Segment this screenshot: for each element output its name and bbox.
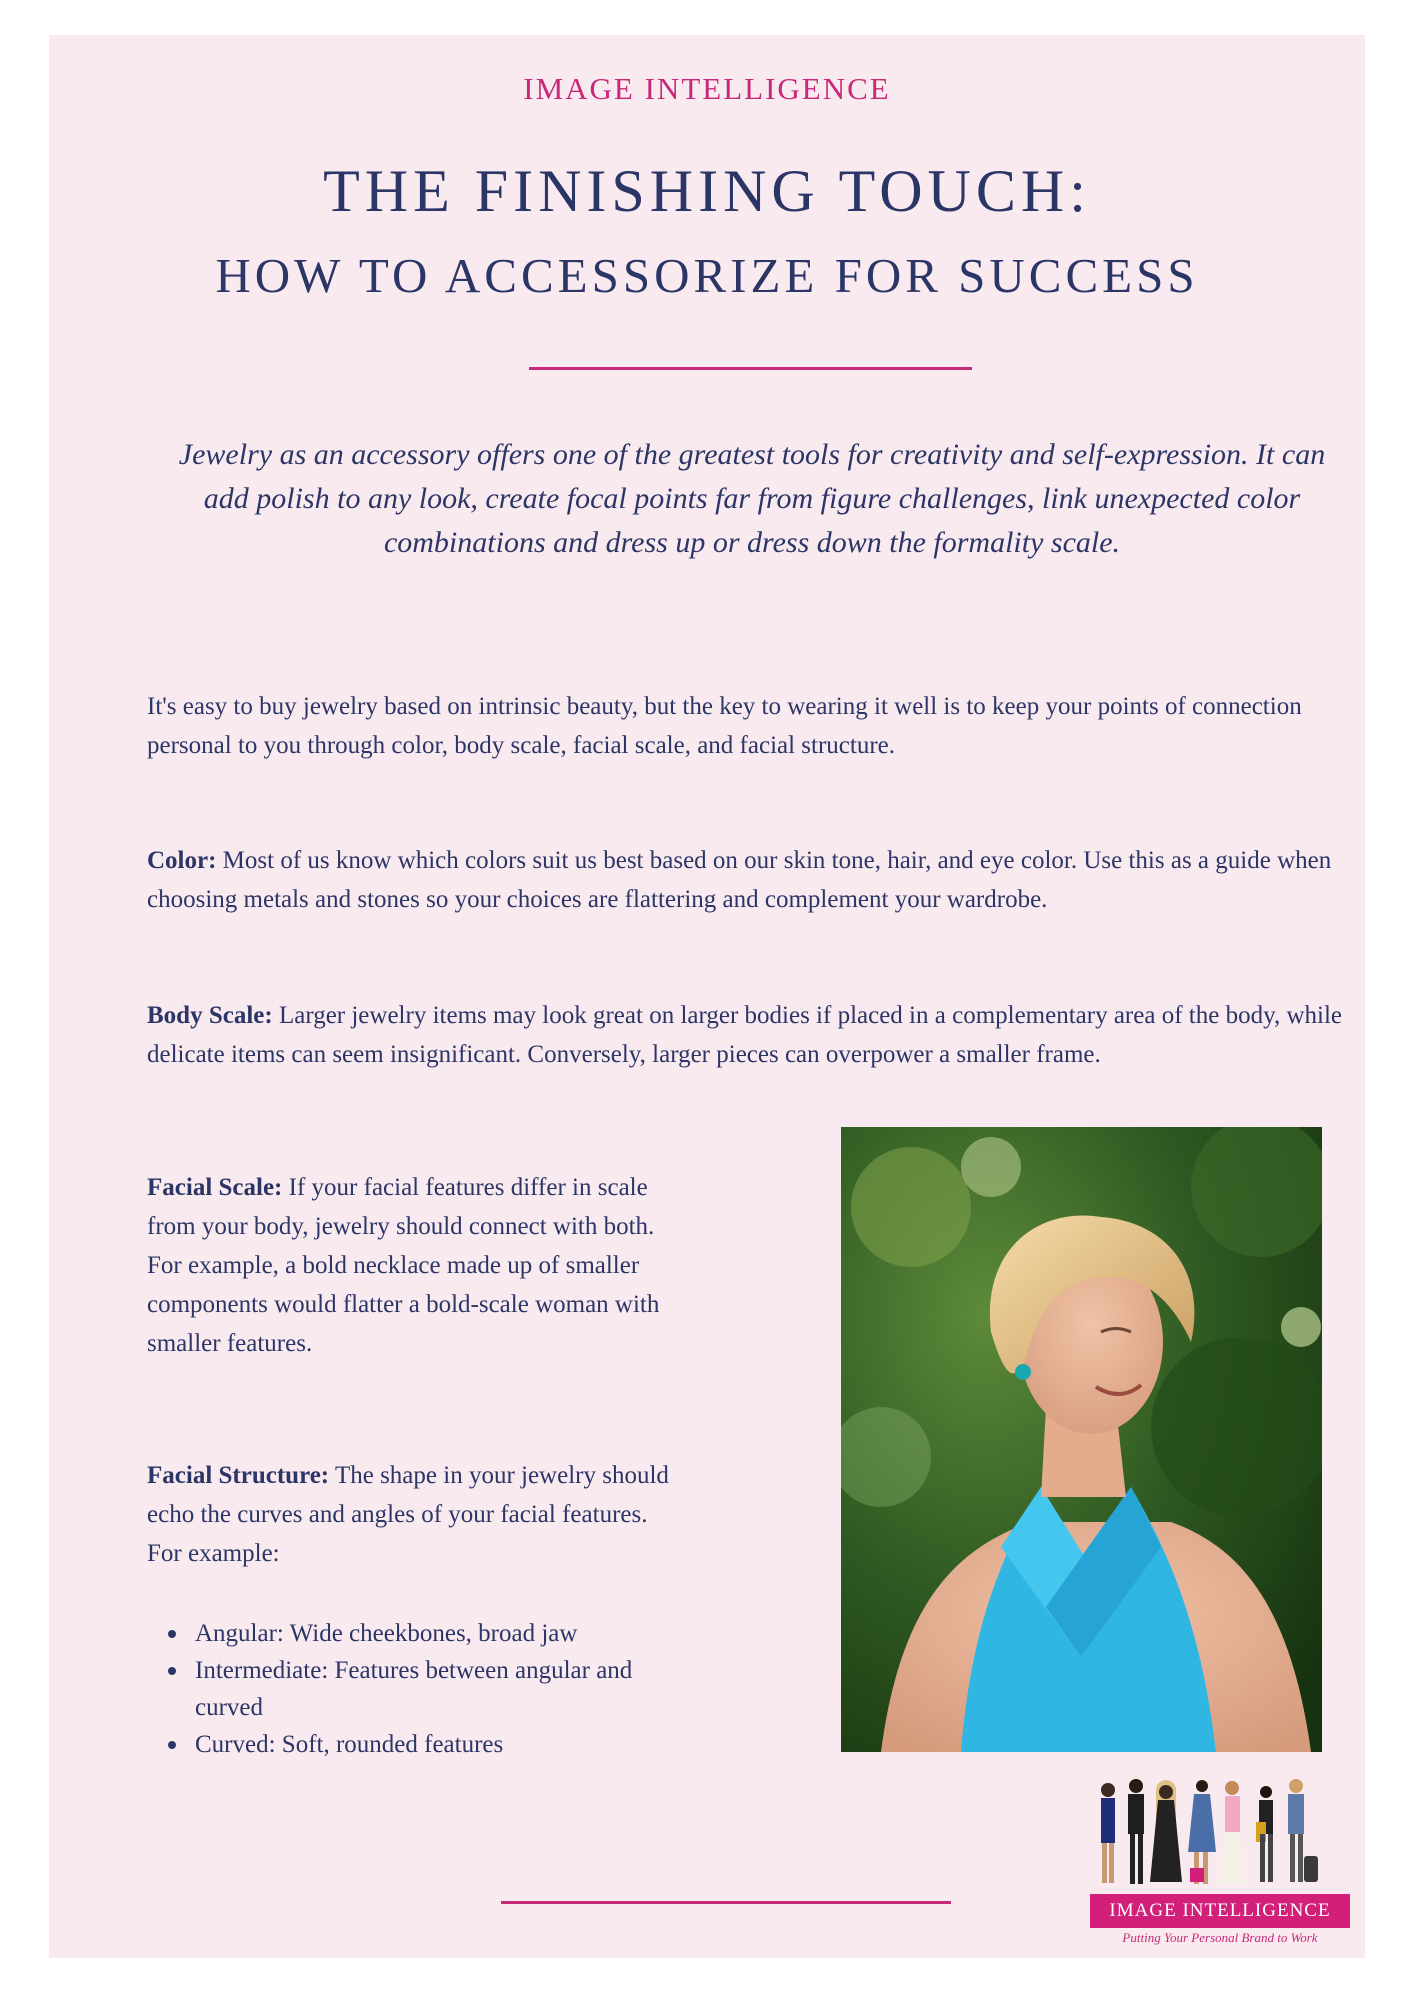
portrait-illustration <box>841 1127 1322 1752</box>
portrait-photo <box>841 1127 1322 1752</box>
intro-paragraph: Jewelry as an accessory offers one of the greatest tools for creativity and self-expression. It can add polish to any look, create focal points far from figure challenges, link unexpected color combinations and dress up or dress down the formality scale. <box>178 438 1326 559</box>
facial-scale-text: If your facial features differ in scale from your body, jewelry should connect with both. For example, a bold necklace made up of smaller components would flatter a bold-scale woman with smaller features. <box>147 1174 660 1357</box>
document-page <box>49 35 1365 1958</box>
paragraph-text: It's easy to buy jewelry based on intrinsic beauty, but the key to wearing it well is to keep your points of connection personal to you through color, body scale, facial scale, and facial structure. <box>147 693 1302 759</box>
facial-scale-paragraph <box>147 1168 687 1363</box>
list-item: Curved: Soft, rounded features <box>147 1726 687 1763</box>
color-paragraph <box>147 841 1347 919</box>
page-title: THE FINISHING TOUCH: <box>323 158 1091 224</box>
logo-wordmark: IMAGE INTELLIGENCE <box>1090 1894 1350 1928</box>
list-item: Intermediate: Features between angular and curved <box>147 1652 687 1726</box>
body-scale-text: Larger jewelry items may look great on larger bodies if placed in a complementary area of the body, while delicate items can seem insignificant. Conversely, larger pieces can overpower a smaller frame. <box>147 1002 1342 1068</box>
facial-structure-paragraph <box>147 1456 687 1573</box>
brand-logo <box>1090 1772 1350 1947</box>
facial-structure-label: Facial Structure: <box>147 1462 330 1489</box>
color-text: Most of us know which colors suit us best based on our skin tone, hair, and eye color. Use this as a guide when choosing metals and stones so your choices are flattering and complement your wardrobe. <box>147 847 1332 913</box>
facial-scale-label: Facial Scale: <box>147 1174 283 1201</box>
bottom-divider <box>501 1901 951 1904</box>
facial-structure-text: The shape in your jewelry should echo the curves and angles of your facial features. For example: <box>147 1462 669 1567</box>
list-item: Angular: Wide cheekbones, broad jaw <box>147 1615 687 1652</box>
body-scale-label: Body Scale: <box>147 1002 273 1029</box>
body-paragraph-intro <box>147 687 1347 765</box>
page-subtitle: HOW TO ACCESSORIZE FOR SUCCESS <box>215 248 1199 303</box>
top-divider <box>529 367 972 370</box>
logo-tagline: Putting Your Personal Brand to Work <box>1122 1930 1318 1945</box>
body-scale-paragraph <box>147 996 1347 1074</box>
fashion-figures-icon <box>1090 1772 1350 1894</box>
color-label: Color: <box>147 847 217 874</box>
face-shape-list <box>147 1615 687 1763</box>
brand-header: IMAGE INTELLIGENCE <box>523 71 891 106</box>
